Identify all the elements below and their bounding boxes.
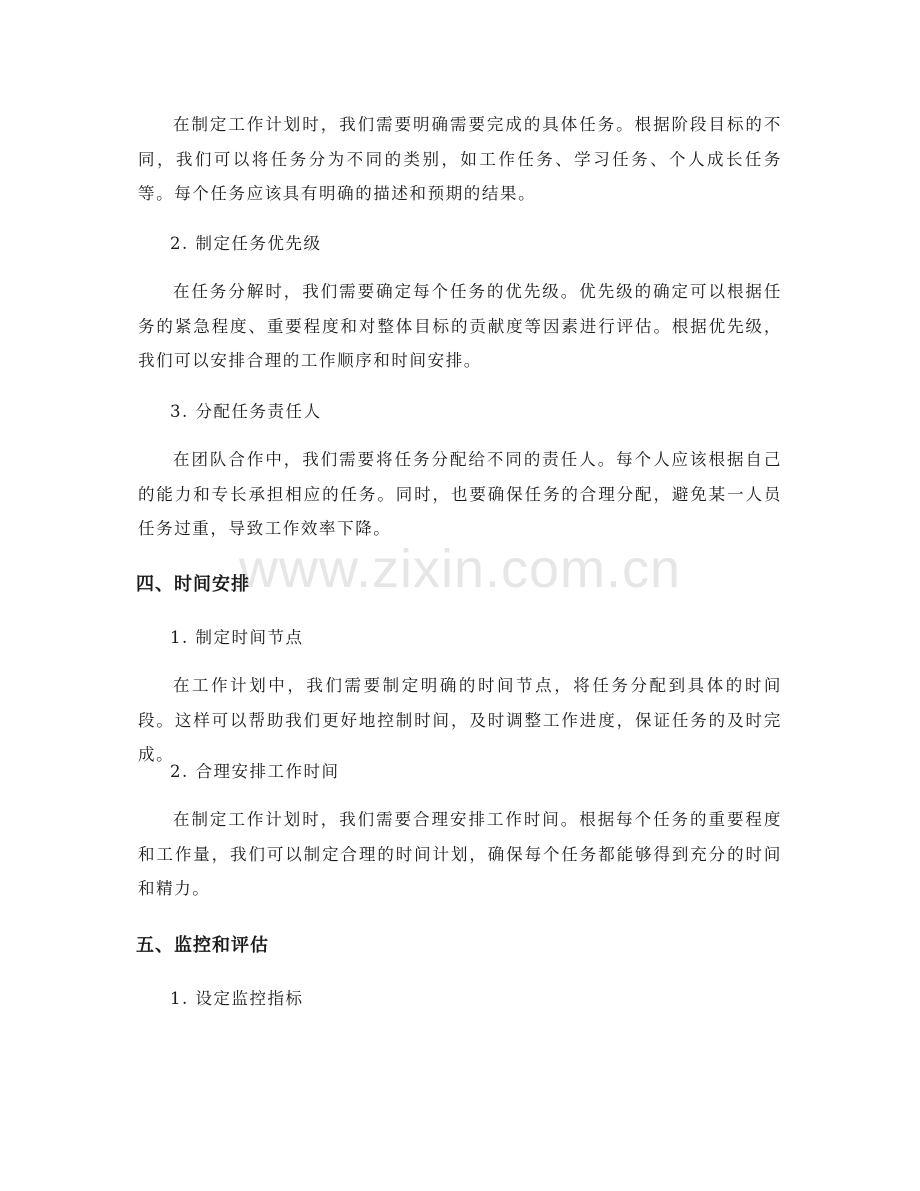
subheading-time-milestones: 1. 制定时间节点 bbox=[170, 628, 304, 647]
paragraph-work-time: 在制定工作计划时，我们需要合理安排工作时间。根据每个任务的重要程度和工作量，我们可以制定合理的时间计划，确保每个任务都能够得到充分的时间和精力。 bbox=[138, 810, 782, 898]
paragraph-task-owner: 在团队合作中，我们需要将任务分配给不同的责任人。每个人应该根据自己的能力和专长承担相应的任务。同时，也要确保任务的合理分配，避免某一人员任务过重，导致工作效率下降。 bbox=[138, 450, 782, 538]
watermark: www.zixin.com.cn bbox=[238, 539, 682, 599]
paragraph-task-definition: 在制定工作计划时，我们需要明确需要完成的具体任务。根据阶段目标的不同，我们可以将任务分为不同的类别，如工作任务、学习任务、个人成长任务等。每个任务应该具有明确的描述和预期的结果。 bbox=[138, 115, 782, 203]
subheading-task-priority: 2. 制定任务优先级 bbox=[170, 234, 322, 253]
section-heading-time-schedule: 四、时间安排 bbox=[136, 574, 250, 595]
paragraph-task-priority: 在任务分解时，我们需要确定每个任务的优先级。优先级的确定可以根据任务的紧急程度、重要程度和对整体目标的贡献度等因素进行评估。根据优先级，我们可以安排合理的工作顺序和时间安排。 bbox=[138, 282, 782, 370]
subheading-task-owner: 3. 分配任务责任人 bbox=[170, 402, 322, 421]
paragraph-time-milestones: 在工作计划中，我们需要制定明确的时间节点，将任务分配到具体的时间段。这样可以帮助我们更好地控制时间，及时调整工作进度，保证任务的及时完成。 bbox=[138, 676, 782, 764]
section-heading-monitoring: 五、监控和评估 bbox=[136, 935, 269, 956]
subheading-monitoring-indicators: 1. 设定监控指标 bbox=[170, 989, 304, 1008]
subheading-work-time: 2. 合理安排工作时间 bbox=[170, 762, 340, 781]
